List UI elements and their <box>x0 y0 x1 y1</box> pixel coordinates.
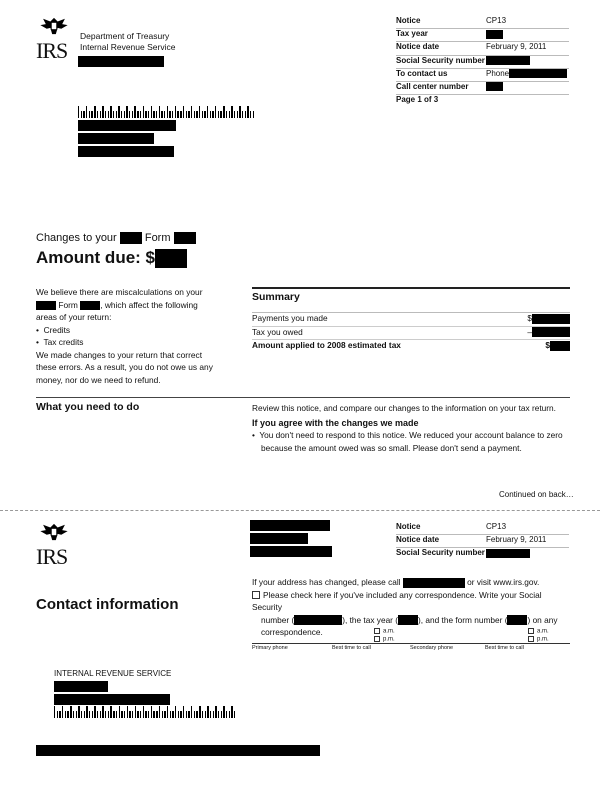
barcode-bar <box>220 111 221 118</box>
barcode-bar <box>199 706 200 718</box>
redacted-block <box>78 120 176 131</box>
barcode-bar <box>143 106 144 118</box>
barcode-bar <box>204 111 205 118</box>
summary-row: Amount applied to 2008 estimated tax $ <box>252 340 570 353</box>
barcode-bar <box>67 711 68 718</box>
redacted-block <box>294 615 342 625</box>
barcode-bar <box>54 706 55 718</box>
barcode-bar <box>91 111 92 118</box>
barcode-bar <box>86 706 87 718</box>
barcode-bar <box>102 106 103 118</box>
redacted-block <box>532 314 570 324</box>
barcode-bar <box>229 111 230 118</box>
bullet-item: • You don't need to respond to this notice. We reduced your account balance to zero <box>252 430 563 440</box>
pm-checkbox[interactable] <box>374 636 380 642</box>
barcode-bar <box>94 106 95 118</box>
logo-text: IRS <box>36 38 68 63</box>
barcode-bar <box>202 111 203 118</box>
redacted-block <box>80 301 100 310</box>
redacted-block <box>486 56 530 65</box>
barcode-bar <box>164 711 165 718</box>
barcode-bar <box>102 706 103 718</box>
barcode-bar <box>234 711 235 718</box>
barcode-bar <box>132 711 133 718</box>
redacted-block <box>486 30 503 39</box>
irs-logo <box>36 522 76 567</box>
barcode-bar <box>178 711 179 718</box>
redacted-block <box>486 82 503 91</box>
redacted-block <box>486 549 530 558</box>
barcode-bar <box>127 706 128 718</box>
barcode-bar <box>143 706 144 718</box>
barcode-bar <box>116 111 117 118</box>
barcode-bar <box>62 706 63 718</box>
notice-row: Page 1 of 3 <box>396 95 439 105</box>
barcode-bar <box>196 711 197 718</box>
barcode-bar <box>207 706 208 718</box>
redacted-block <box>507 615 527 625</box>
redacted-block <box>403 578 465 588</box>
amount-due: Amount due: $ <box>36 248 187 268</box>
barcode-bar <box>167 106 168 118</box>
redacted-block <box>120 232 142 244</box>
notice-row: Tax year <box>396 29 569 42</box>
barcode-bar <box>100 711 101 718</box>
agency-line-1: Department of Treasury <box>80 31 170 41</box>
notice-row: Social Security number <box>396 548 569 560</box>
redacted-block <box>398 615 418 625</box>
barcode-bar <box>121 111 122 118</box>
redacted-block <box>250 533 308 544</box>
barcode-bar <box>108 111 109 118</box>
redacted-block <box>250 546 332 557</box>
barcode-bar <box>76 711 77 718</box>
barcode-bar <box>237 111 238 118</box>
barcode-bar <box>172 711 173 718</box>
barcode-bar <box>156 111 157 118</box>
notice-row: Notice date February 9, 2011 <box>396 535 569 548</box>
redacted-block <box>78 56 164 67</box>
barcode-bar <box>97 711 98 718</box>
barcode-bar <box>119 706 120 718</box>
redacted-block <box>36 745 320 756</box>
barcode <box>54 706 235 718</box>
barcode-bar <box>148 711 149 718</box>
barcode-bar <box>205 711 206 718</box>
redacted-block <box>532 327 570 337</box>
redacted-block <box>36 301 56 310</box>
barcode-bar <box>183 106 184 118</box>
barcode-bar <box>169 111 170 118</box>
barcode-bar <box>215 706 216 718</box>
best-time-label: Best time to call <box>332 645 371 651</box>
barcode-bar <box>89 111 90 118</box>
barcode-bar <box>202 711 203 718</box>
agency-line-2: Internal Revenue Service <box>80 42 176 52</box>
barcode-bar <box>172 111 173 118</box>
barcode-bar <box>188 711 189 718</box>
barcode-bar <box>159 706 160 718</box>
summary-row: Payments you made $ <box>252 313 570 327</box>
phone-rule <box>252 643 570 644</box>
redacted-block <box>54 694 170 705</box>
barcode-bar <box>218 111 219 118</box>
barcode-bar <box>118 106 119 118</box>
barcode-bar <box>207 106 208 118</box>
irs-logo <box>36 16 76 61</box>
barcode-bar <box>97 111 98 118</box>
barcode-bar <box>137 711 138 718</box>
barcode-bar <box>110 706 111 718</box>
barcode-bar <box>116 711 117 718</box>
barcode-bar <box>70 706 71 718</box>
barcode-bar <box>180 111 181 118</box>
barcode-bar <box>92 711 93 718</box>
eagle-icon <box>36 16 72 36</box>
bullet-item: • Tax credits <box>36 337 84 347</box>
barcode-bar <box>73 711 74 718</box>
barcode-bar <box>81 711 82 718</box>
best-time-primary: a.m. p.m. <box>374 628 395 644</box>
agency-name <box>80 31 175 53</box>
barcode-bar <box>229 711 230 718</box>
barcode-bar <box>226 711 227 718</box>
bullet-item: • Credits <box>36 324 71 335</box>
barcode-bar <box>226 111 227 118</box>
barcode-bar <box>153 711 154 718</box>
barcode-bar <box>129 111 130 118</box>
barcode-bar <box>140 111 141 118</box>
barcode-bar <box>105 711 106 718</box>
barcode-bar <box>86 106 87 118</box>
barcode-bar <box>57 711 58 718</box>
barcode-bar <box>113 111 114 118</box>
barcode-bar <box>231 706 232 718</box>
barcode-bar <box>191 106 192 118</box>
address-change-text: If your address has changed, please call or visit www.irs.gov. Please check here if you've included any correspondence. Write your Social Security number ( ), the tax year ( ), and the form number ( ) on any correspondence. <box>252 577 558 637</box>
barcode-bar <box>113 711 114 718</box>
barcode-bar <box>194 111 195 118</box>
barcode-bar <box>94 706 95 718</box>
barcode-bar <box>188 111 189 118</box>
barcode-bar <box>137 111 138 118</box>
barcode-bar <box>108 711 109 718</box>
barcode-bar <box>186 711 187 718</box>
barcode-bar <box>194 711 195 718</box>
what-to-do-body: Review this notice, and compare our changes to the information on your tax return. If you agree with the changes we made • You don't need to respond to this notice. We reduced your account balance to zero because the amount owed was so small. Please don't send a payment. <box>252 402 582 454</box>
redacted-block <box>78 133 154 144</box>
am-checkbox[interactable] <box>374 628 380 634</box>
barcode-bar <box>156 711 157 718</box>
barcode-bar <box>250 111 251 118</box>
redacted-block <box>78 146 174 157</box>
best-time-secondary: a.m. p.m. <box>528 628 549 644</box>
barcode-bar <box>81 111 82 118</box>
barcode-bar <box>148 111 149 118</box>
irs-mailing-name: INTERNAL REVENUE SERVICE <box>54 669 172 678</box>
barcode-bar <box>145 111 146 118</box>
intro-text: We believe there are miscalculations on your Form , which affect the following areas of your return: • Credits • Tax credits We made changes to your return that correct these errors. As a result, you do not owe us any money, nor do we need to refund. <box>36 286 236 386</box>
barcode-bar <box>191 706 192 718</box>
barcode-bar <box>124 111 125 118</box>
barcode-bar <box>210 711 211 718</box>
barcode-bar <box>153 111 154 118</box>
barcode-bar <box>186 111 187 118</box>
barcode-bar <box>78 706 79 718</box>
secondary-phone-label: Secondary phone <box>410 645 454 651</box>
barcode-bar <box>234 111 235 118</box>
barcode-bar <box>151 106 152 118</box>
barcode-bar <box>84 711 85 718</box>
barcode-bar <box>167 706 168 718</box>
barcode-bar <box>159 106 160 118</box>
changes-line: Changes to your Form <box>36 232 196 244</box>
barcode-bar <box>126 106 127 118</box>
barcode-bar <box>175 106 176 118</box>
barcode-bar <box>83 111 84 118</box>
barcode-bar <box>121 711 122 718</box>
barcode-bar <box>100 111 101 118</box>
barcode-bar <box>239 106 240 118</box>
stub-notice-box <box>396 522 569 561</box>
primary-phone-label: Primary phone <box>252 645 288 651</box>
barcode-bar <box>78 106 79 118</box>
barcode-bar <box>218 711 219 718</box>
best-time-label: Best time to call <box>485 645 524 651</box>
notice-row: Notice CP13 <box>396 16 569 29</box>
notice-row: Social Security number <box>396 56 569 69</box>
correspondence-checkbox[interactable] <box>252 591 260 599</box>
continued-text: Continued on back… <box>499 490 574 499</box>
barcode-bar <box>210 111 211 118</box>
barcode-bar <box>223 706 224 718</box>
contact-title: Contact information <box>36 596 179 613</box>
barcode-bar <box>221 711 222 718</box>
notice-row: Notice CP13 <box>396 522 569 535</box>
redacted-block <box>54 681 108 692</box>
notice-row: To contact us Phone <box>396 69 569 82</box>
logo-text: IRS <box>36 544 68 569</box>
barcode-bar <box>129 711 130 718</box>
redacted-block <box>509 69 567 78</box>
barcode-bar <box>231 106 232 118</box>
barcode-bar <box>145 711 146 718</box>
redacted-block <box>155 249 187 268</box>
barcode-bar <box>132 111 133 118</box>
barcode-bar <box>180 711 181 718</box>
barcode-bar <box>134 106 135 118</box>
barcode-bar <box>135 706 136 718</box>
barcode-bar <box>212 111 213 118</box>
barcode-bar <box>177 111 178 118</box>
barcode-bar <box>199 106 200 118</box>
notice-row: Call center number <box>396 82 569 95</box>
what-to-do-title: What you need to do <box>36 401 140 413</box>
barcode-bar <box>161 111 162 118</box>
summary-rows <box>252 313 570 353</box>
pm-checkbox[interactable] <box>528 636 534 642</box>
section-rule <box>36 397 570 398</box>
summary-row: Tax you owed – <box>252 327 570 341</box>
am-checkbox[interactable] <box>528 628 534 634</box>
barcode-bar <box>89 711 90 718</box>
barcode-bar <box>59 711 60 718</box>
barcode-bar <box>183 706 184 718</box>
barcode-bar <box>105 111 106 118</box>
tear-line <box>0 510 600 511</box>
notice-row: Notice date February 9, 2011 <box>396 42 569 55</box>
barcode-bar <box>253 111 254 118</box>
barcode-bar <box>110 106 111 118</box>
eagle-icon <box>36 522 72 542</box>
barcode-bar <box>213 711 214 718</box>
barcode-bar <box>242 111 243 118</box>
redacted-block <box>550 341 570 351</box>
barcode-bar <box>124 711 125 718</box>
barcode-bar <box>151 706 152 718</box>
barcode-bar <box>215 106 216 118</box>
barcode-bar <box>162 711 163 718</box>
summary-title: Summary <box>252 291 300 303</box>
redacted-block <box>250 520 330 531</box>
barcode-bar <box>175 706 176 718</box>
barcode-bar <box>223 106 224 118</box>
barcode-bar <box>140 711 141 718</box>
barcode-bar <box>65 711 66 718</box>
barcode-bar <box>247 106 248 118</box>
barcode <box>78 106 254 118</box>
notice-box <box>396 16 569 107</box>
barcode-bar <box>196 111 197 118</box>
redacted-block <box>174 232 196 244</box>
summary-rule <box>252 287 570 289</box>
barcode-bar <box>170 711 171 718</box>
barcode-bar <box>164 111 165 118</box>
barcode-bar <box>245 111 246 118</box>
